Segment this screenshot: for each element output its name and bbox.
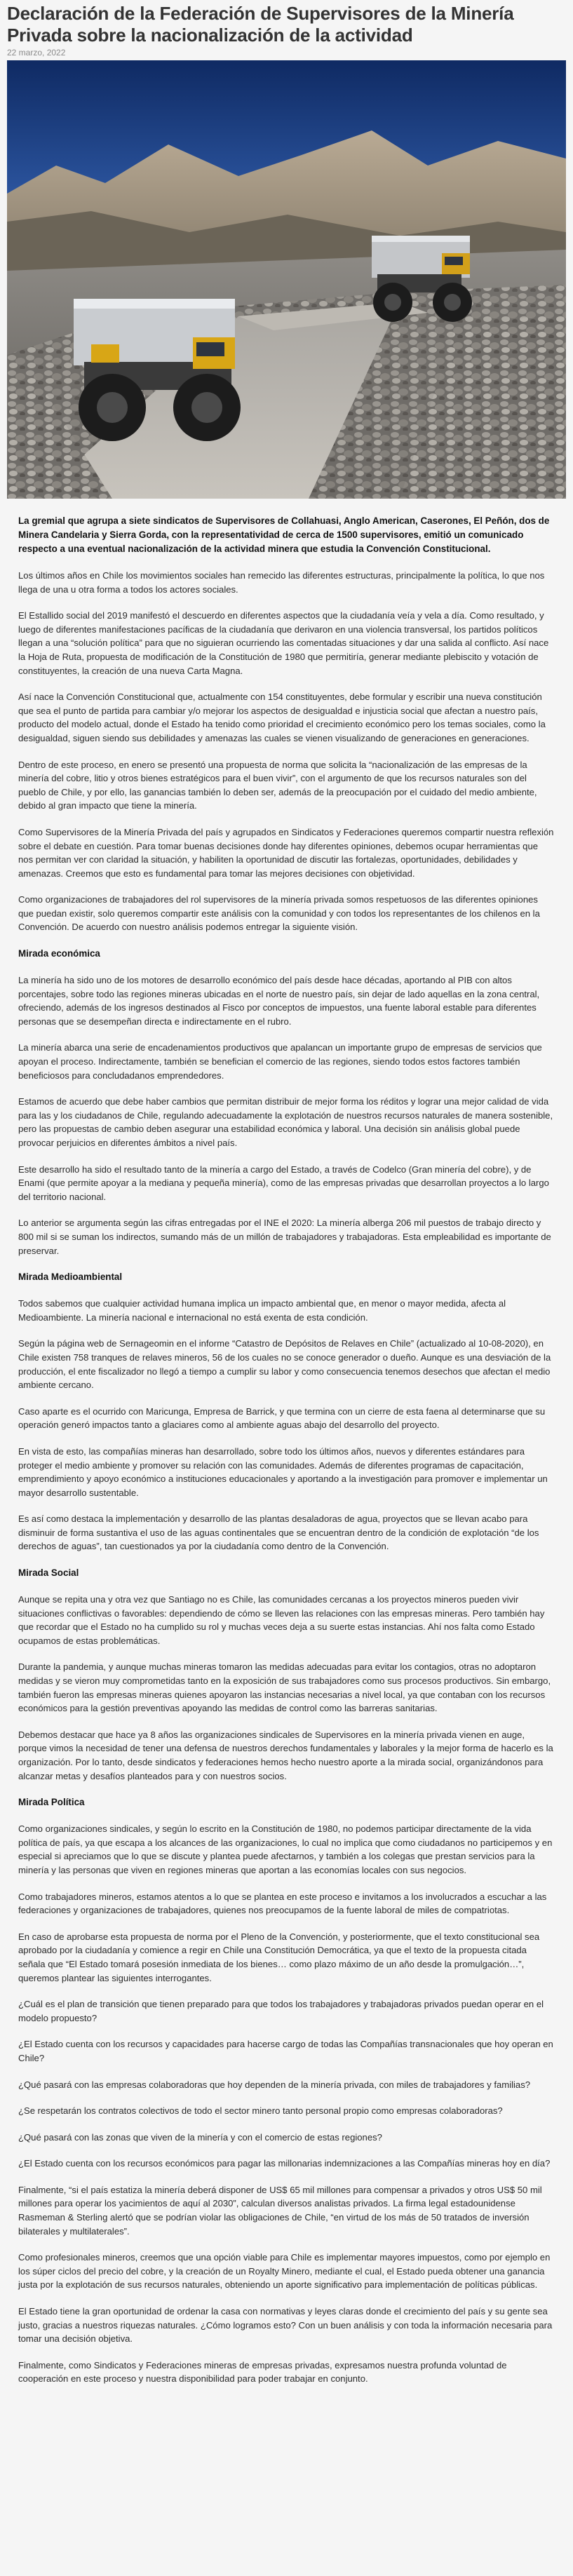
closing-paragraph: Finalmente, como Sindicatos y Federaciones mineras de empresas privadas, expresamos nuestra profunda voluntad de cooperación en este proceso y nuestra disponibilidad para poder trabajar en conjunto. [18,2359,507,2385]
section-heading-politica: Mirada Política [18,1797,85,1808]
intro-paragraph: Como Supervisores de la Minería Privada del país y agrupados en Sindicatos y Federaciones queremos compartir nuestra reflexión sobre el debate en cuestión. Para tomar buenas decisiones donde hay diferentes opiniones, debemos ocupar herramientas que nos permitan ver con claridad la situación, y habiliten la oportunidad de discutir las fortalezas, oportunidades, debilidades y amenazas. Creemos que esto es fundamental para tomar las mejores decisiones con objetividad. [18,826,554,879]
question-paragraph: ¿Se respetarán los contratos colectivos de todo el sector minero tanto personal propio como empresas colaboradoras? [18,2105,503,2117]
section-paragraph: Como profesionales mineros, creemos que una opción viable para Chile es implementar mayores impuestos, como por ejemplo en los súper ciclos del precio del cobre, y la creación de un Royalty Minero, mediante el cual, el Estado pueda obtener una ganancia justa por la explotación de sus recursos naturales, obteniendo un aporte significativo para implementación de políticas públicas. [18,2252,551,2291]
article-body [0,499,573,2386]
section-paragraph: Es así como destaca la implementación y desarrollo de las plantas desaladoras de agua, proyectos que se llevan acabo para disminuir de forma sustantiva el uso de las aguas continentales que se encuentran dentro de la condición de explotación “de los derechos de aguas”, tan cuestionados ya por la ciudadanía como dentro de la Convención. [18,1513,539,1552]
section-paragraph: El Estado tiene la gran oportunidad de ordenar la casa con normativas y leyes claras donde el crecimiento del país y su gente sea justo, gracias a nuestros riquezas naturales. ¿Cómo logramos esto? Con un buen análisis y con toda la información necesaria para tomar una decisión objetiva. [18,2306,553,2345]
hero-image [7,60,566,499]
section-paragraph: La minería abarca una serie de encadenamientos productivos que apalancan un importante grupo de empresas de servicios que apoyan el proceso. Indirectamente, también se benefician el comercio de las regiones, siendo todos estos factores también beneficiosos para concludadanos emprendedores. [18,1042,542,1081]
intro-paragraph: Así nace la Convención Constitucional que, actualmente con 154 constituyentes, debe formular y escribir una nueva constitución que sea el punto de partida para cambiar y/o mejorar los aspectos de desigualdad e injusticia social que afectan a nuestro país, producto del modelo actual, donde el Estado ha tenido como prioridad el crecimiento económico pero los temas sociales, como la desigualdad, siguen siendo sus debilidades y amenazas las cuales se vienen visualizando de generaciones en generaciones. [18,692,546,743]
title-line-1: Declaración de la Federación de Supervisores de la Minería [7,3,514,24]
section-paragraph: Aunque se repita una y otra vez que Santiago no es Chile, las comunidades cercanas a los proyectos mineros pueden vivir situaciones conflictivas o favorables: dependiendo de cómo se lleven las relaciones con las empresas mineras. Pero también hay que recordar que el Estado no ha cumplido su rol y muchas veces deja a su suerte estas instancias. Ahí nos falta como Estado ocupamos de estas problemáticas. [18,1594,545,1646]
section-heading-medioambiental: Mirada Medioambiental [18,1272,123,1283]
title-line-2: Privada sobre la nacionalización de la actividad [7,25,413,46]
section-paragraph: Todos sabemos que cualquier actividad humana implica un impacto ambiental que, en menor o mayor medida, afecta al Medioambiente. La minería nacional e internacional no está exenta de esta condición. [18,1298,506,1323]
intro-paragraph: Como organizaciones de trabajadores del rol supervisores de la minería privada somos respetuosos de las diferentes opiniones que puedan existir, solo queremos compartir este análisis con la comunidad y con todos los representantes de los chilenos en la Convención. De acuerdo con nuestro análisis podemos entregar la siguiente visión. [18,894,540,933]
question-paragraph: ¿Qué pasará con las zonas que viven de la minería y con el comercio de estas regiones? [18,2131,382,2143]
mining-trucks-photo [7,60,566,499]
section-paragraph: Debemos destacar que hace ya 8 años las organizaciones sindicales de Supervisores en la minería privada vienen en auge, porque vimos la necesidad de tener una defensa de nuestros derechos fundamentales y laborales y la mejor forma de hacerlo es la organización. Por lo tanto, desde sindicatos y federaciones hemos hecho nuestro aporte a la mirada social, organizándonos para alcanzar metas y desafíos planteados para y con nuestros socios. [18,1729,553,1781]
section-paragraph: Caso aparte es el ocurrido con Maricunga, Empresa de Barrick, y que termina con un cierre de esta faena al determinarse que su operación generó impactos tanto a glaciares como al ambiente aguas abajo del desarrollo del proyecto. [18,1405,546,1431]
intro-paragraph: El Estallido social del 2019 manifestó el descuerdo en diferentes aspectos que la ciudadanía veía y vela a día. Como resultado, y luego de diferentes manifestaciones pacíficas de la ciudadanía que derivaron en una violencia transversal, los partidos políticos llegan a una “solución política” para que no siguieran ocurriendo las comentadas situaciones y dar una salida al conflicto. Así nace la Hoja de Ruta, propuesta de modificación de la Constitución de 1980 que permitiría, generar mediante plebiscito y votación de constituyentes, la creación de una nueva Carta Magna. [18,610,549,676]
section-heading-social: Mirada Social [18,1567,79,1579]
section-paragraph: Como trabajadores mineros, estamos atentos a lo que se plantea en este proceso e invitamos a los involucrados a escuchar a las federaciones y organizaciones de trabajadores, quienes nos preocupamos de la fuente laboral de miles de compatriotas. [18,1891,547,1916]
section-paragraph: Finalmente, “si el país estatiza la minería deberá disponer de US$ 65 mil millones para compensar a privados y otros US$ 50 mil millones para operar los yacimientos de aquí al 2030”, calculan diversos analistas privados. La firma legal estadounidense Rasmeman & Sterling alertó que se podrían violar las obligaciones de Chile, “en virtud de los más de 50 tratados de inversión bilaterales y multilaterales”. [18,2184,542,2237]
section-paragraph: Este desarrollo ha sido el resultado tanto de la minería a cargo del Estado, a través de Codelco (Gran minería del cobre), y de Enami (que permite apoyar a la mediana y pequeña minería), como de las empresas privadas que desarrollan proyectos a lo largo del territorio nacional. [18,1164,549,1202]
question-paragraph: ¿Cuál es el plan de transición que tienen preparado para que todos los trabajadores y trabajadoras privados puedan operar en el modelo propuesto? [18,1999,544,2023]
article-lead: La gremial que agrupa a siete sindicatos de Supervisores de Collahuasi, Anglo American, Caserones, El Peñón, dos de Minera Candelaria y Sierra Gorda, con la representatividad de cerca de 1500 supervisores, emitió un comunicado respecto a una eventual nacionalización de la actividad minera que estudia la Convención Constitucional. [18,515,550,554]
section-paragraph: Durante la pandemia, y aunque muchas mineras tomaron las medidas adecuadas para evitar los contagios, otras no adoptaron medidas y se vieron muy comprometidas tanto en la exposición de sus trabajadores como sus procesos productivos. Sin embargo, también fueron las empresas mineras quienes apoyaron las instancias necesarias a nivel local, ya que contaban con los recursos económicos para la gestión preventivas apoyando las medidas de control como las barreras sanitarias. [18,1661,551,1714]
publish-date: 22 marzo, 2022 [7,48,66,58]
question-paragraph: ¿El Estado cuenta con los recursos económicos para pagar las millonarias indemnizaciones a las Compañías mineras hoy en día? [18,2158,551,2169]
section-paragraph: La minería ha sido uno de los motores de desarrollo económico del país desde hace décadas, aportando al PIB con altos porcentajes, sobre todo las regiones mineras ubicadas en el norte de nuestro país, sin dejar de lado aquellas en la zona central, ofreciendo, además de los ingresos destinados al Fisco por conceptos de impuestos, una fuente laboral estable para diferentes personas que se desempeñan directa e indirectamente en el rubro. [18,975,540,1027]
section-heading-economica: Mirada económica [18,948,100,959]
section-paragraph: Como organizaciones sindicales, y según lo escrito en la Constitución de 1980, no podemos participar directamente de la vida política de país, ya que escapa a los alcances de las organizaciones, lo cual no implica que como ciudadanos no participemos y en especial si apreciamos que lo que se discute y plantea puede afectarnos, y también a los colegas que prestan servicios para la minería y las personas que viven en regiones mineras que aportan a las economías locales con sus negocios. [18,1823,553,1875]
article-title [0,0,573,46]
section-paragraph: Estamos de acuerdo que debe haber cambios que permitan distribuir de mejor forma los réditos y lograr una mejor calidad de vida para las y los ciudadanos de Chile, regulando adecuadamente la explotación de nuestros recursos naturales de manera sostenible, pero las propuestas de cambio deben asegurar una estabilidad económica y laboral. Una decisión sin análisis global puede provocar perjuicios en diferentes ámbitos a nivel país. [18,1096,553,1148]
section-paragraph: En vista de esto, las compañías mineras han desarrollado, sobre todo los últimos años, nuevos y diferentes estándares para proteger el medio ambiente y promover su relación con las comunidades. Además de diferentes programas de capacitación, emprendimiento y apoyo económico a instituciones educacionales y aportando a la investigación para promover e implementar un mayor desarrollo sustentable. [18,1445,548,1498]
section-paragraph: Según la página web de Sernageomin en el informe “Catastro de Depósitos de Relaves en Chile” (actualizado al 10-08-2020), en Chile existen 758 tranques de relaves mineros, 56 de los cuales no se conoce generador o dueño. Aunque es una desviación de la producción, el ente fiscalizador no llegó a tiempo a cumplir su labor y como consecuencia tenemos desechos que afectan el medio ambiente cercano. [18,1338,551,1391]
section-paragraph: Lo anterior se argumenta según las cifras entregadas por el INE el 2020: La minería alberga 206 mil puestos de trabajo directo y 800 mil si se suman los indirectos, sumando más de un millón de trabajadores y trabajadoras. Esta empleabilidad es importante de preservar. [18,1218,551,1256]
question-paragraph: ¿Qué pasará con las empresas colaboradoras que hoy dependen de la minería privada, con miles de trabajadores y familias? [18,2079,531,2090]
intro-paragraph: Los últimos años en Chile los movimientos sociales han remecido las diferentes estructuras, principalmente la política, lo que nos llega de una u otra forma a todos los actores sociales. [18,570,545,595]
section-paragraph: En caso de aprobarse esta propuesta de norma por el Pleno de la Convención, y posteriormente, que el texto constitucional sea aprobado por la ciudadanía y comience a regir en Chile una Constitución Democrática, ya que el texto de la propuesta citada señala que “El Estado tomará posesión inmediata de los bienes… como plazo máximo de un año desde la promulgación…”, queremos plantear las siguientes interrogantes. [18,1931,540,1983]
intro-paragraph: Dentro de este proceso, en enero se presentó una propuesta de norma que solicita la “nacionalización de las empresas de la minería del cobre, litio y otros bienes estratégicos para el buen vivir”, con el argumento de que los recursos naturales son del pueblo de Chile, y por ello, las ganancias también lo deben ser, además de la preocupación por el cuidado del medio ambiente, debido al gran impacto que tiene la minería. [18,759,537,811]
question-paragraph: ¿El Estado cuenta con los recursos y capacidades para hacerse cargo de todas las Compañías transnacionales que hoy operan en Chile? [18,2039,553,2063]
